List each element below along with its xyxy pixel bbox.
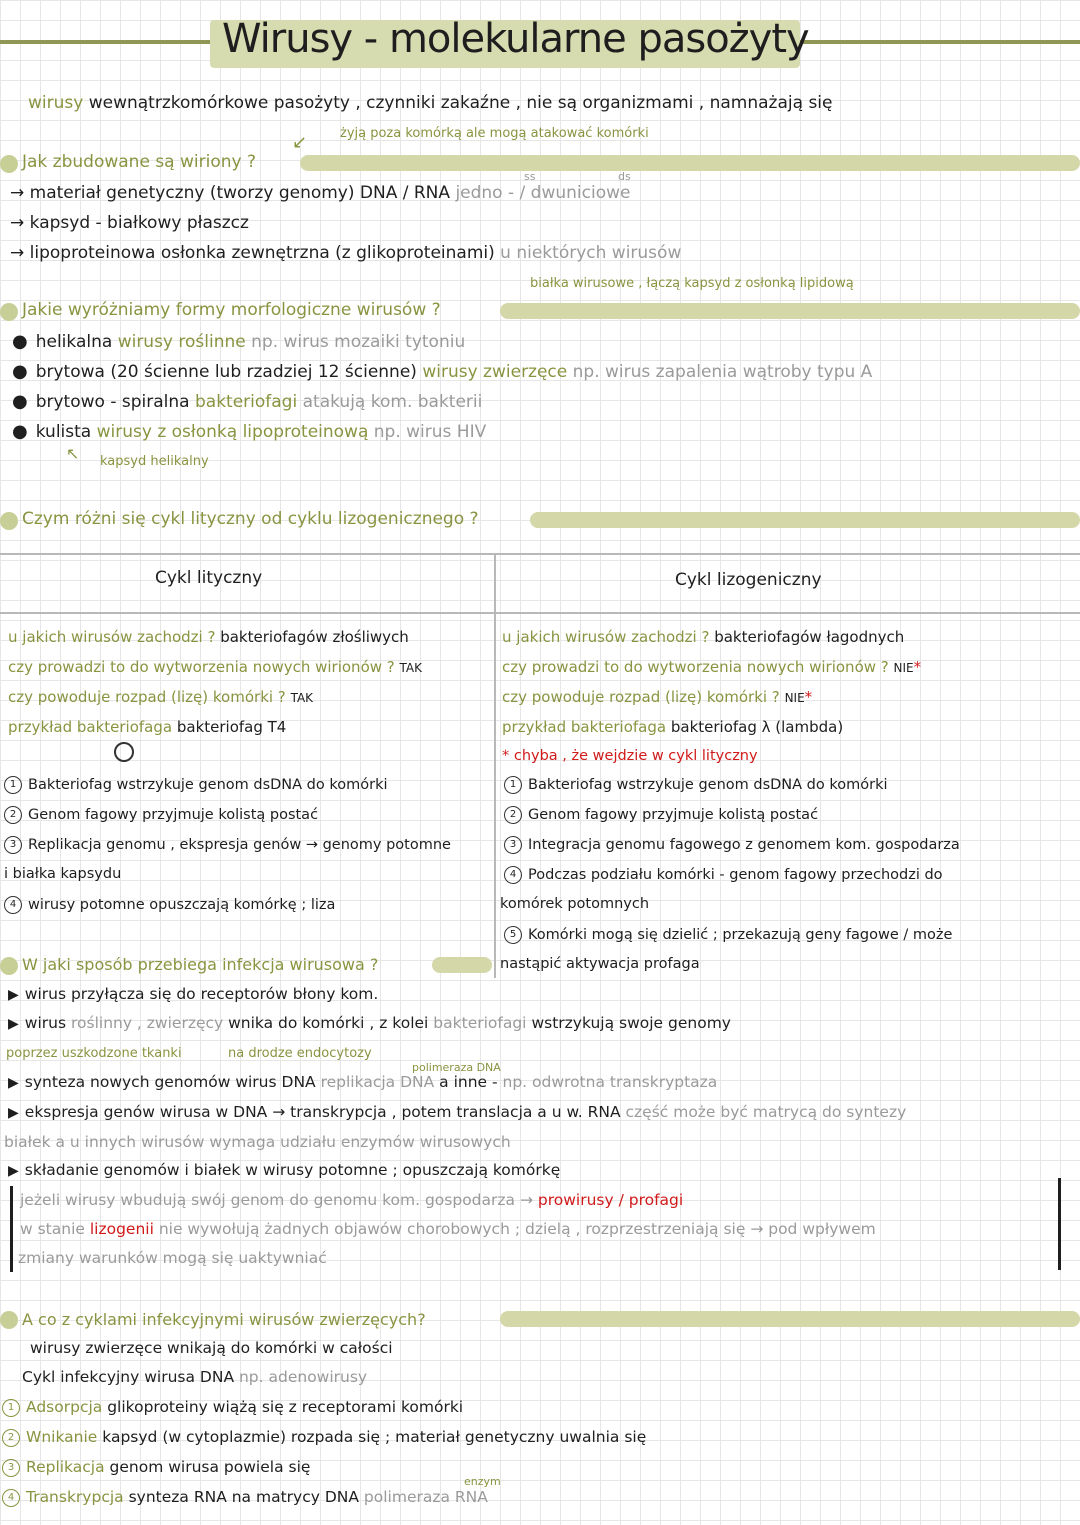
lytic-q: czy prowadzi to do wytworzenia nowych wirionów ? xyxy=(8,658,395,676)
title-line-right xyxy=(800,40,1080,44)
step-number-icon: 1 xyxy=(2,1399,20,1417)
lytic-row xyxy=(8,688,313,706)
q4-line-cont: białek a u innych wirusów wymaga udziału enzymów wirusowych xyxy=(4,1133,511,1151)
q4-box-line xyxy=(20,1191,683,1209)
q4-box-text: w stanie xyxy=(20,1220,85,1238)
q2-title: Jakie wyróżniamy formy morfologiczne wirusów ? xyxy=(22,300,441,320)
q2-bar xyxy=(500,303,1080,319)
q4-line-grey: replikacja DNA xyxy=(320,1073,435,1091)
curved-arrow-icon: ↖ xyxy=(66,444,80,463)
lytic-step-cont: i białka kapsydu xyxy=(4,866,122,882)
step-number-icon: 3 xyxy=(4,836,22,854)
table-header-line xyxy=(0,612,1080,614)
lytic-q: przykład bakteriofaga xyxy=(8,718,173,736)
lysogenic-a: NIE xyxy=(784,691,805,705)
lysogenic-row xyxy=(502,628,904,646)
q5-step xyxy=(2,1428,646,1447)
q4-note2: na drodze endocytozy xyxy=(228,1046,372,1061)
q5-enzym: enzym xyxy=(464,1475,501,1488)
lytic-step-text: Genom fagowy przyjmuje kolistą postać xyxy=(28,807,319,823)
q5-step-grey: polimeraza RNA xyxy=(363,1488,488,1506)
q4-box-text: jeżeli wirusy wbudują swój genom do genomu kom. gospodarza → xyxy=(20,1191,533,1209)
q5-step-name: Replikacja xyxy=(26,1458,105,1476)
q1-line3-grey: u niektórych wirusów xyxy=(500,243,682,263)
lytic-step-text: wirusy potomne opuszczają komórkę ; liza xyxy=(28,897,336,913)
lysogenic-q: przykład bakteriofaga xyxy=(502,718,667,736)
q4-line xyxy=(8,985,378,1003)
triangle-bullet-icon: ▶ xyxy=(8,1016,19,1032)
lysogenic-row xyxy=(502,658,921,676)
step-number-icon: 1 xyxy=(504,776,522,794)
q5-step-text: genom wirusa powiela się xyxy=(109,1458,311,1476)
q5-step xyxy=(2,1398,463,1417)
lytic-a: TAK xyxy=(290,691,314,705)
q2-item-b: wirusy z osłonką lipoproteinową xyxy=(96,422,369,442)
lytic-step-text: Bakteriofag wstrzykuje genom dsDNA do komórki xyxy=(28,777,388,793)
table-head-lytic: Cykl lityczny xyxy=(155,568,263,588)
bullet-icon: ● xyxy=(12,331,28,352)
intro-text: wewnątrzkomórkowe pasożyty , czynniki zakaźne , nie są organizmami , namnażają się xyxy=(88,93,833,113)
q5-line2-grey: np. adenowirusy xyxy=(238,1368,368,1386)
q5-line1: wirusy zwierzęce wnikają do komórki w całości xyxy=(30,1339,393,1357)
q5-step-text: synteza RNA na matrycy DNA xyxy=(128,1488,359,1506)
q1-title: Jak zbudowane są wiriony ? xyxy=(22,152,256,172)
q2-dot xyxy=(0,303,18,321)
q1-note: białka wirusowe , łączą kapsyd z osłonką lipidową xyxy=(530,276,854,291)
q2-item-a: helikalna xyxy=(35,332,113,352)
lysogenic-step xyxy=(504,776,888,794)
bullet-icon: ● xyxy=(12,391,28,412)
lysogenic-row xyxy=(502,688,812,706)
step-number-icon: 4 xyxy=(4,896,22,914)
q4-line-text: wirus xyxy=(24,1014,67,1032)
q2-item xyxy=(12,331,465,352)
lysogenic-step-cont: komórek potomnych xyxy=(500,896,650,912)
box-right-line xyxy=(1058,1178,1061,1270)
q1-ss: ss xyxy=(524,170,536,183)
table-head-lysogenic: Cykl lizogeniczny xyxy=(675,570,822,590)
page-title: Wirusy - molekularne pasożyty xyxy=(222,16,809,62)
q2-item-b: bakteriofagi xyxy=(194,392,298,412)
q4-line-text: a inne - xyxy=(439,1073,498,1091)
q1-ds: ds xyxy=(618,170,631,183)
q5-step xyxy=(2,1458,310,1477)
q1-line1 xyxy=(10,183,630,203)
q5-step-name: Transkrypcja xyxy=(26,1488,124,1506)
q5-line2-text: Cykl infekcyjny wirusa DNA xyxy=(22,1368,235,1386)
q2-item-c: atakują kom. bakterii xyxy=(302,392,483,412)
table-divider xyxy=(494,553,496,978)
triangle-bullet-icon: ▶ xyxy=(8,1163,19,1179)
intro-word: wirusy xyxy=(28,93,84,113)
step-number-icon: 5 xyxy=(504,926,522,944)
table-top-line xyxy=(0,553,1080,555)
triangle-bullet-icon: ▶ xyxy=(8,1075,19,1091)
q1-line2: → kapsyd - białkowy płaszcz xyxy=(10,213,249,233)
q4-box-red: prowirusy / profagi xyxy=(537,1191,684,1209)
step-number-icon: 2 xyxy=(4,806,22,824)
lysogenic-a: bakteriofagów łagodnych xyxy=(714,628,905,646)
q4-line-text: składanie genomów i białek w wirusy potomne ; opuszczają komórkę xyxy=(24,1161,561,1179)
q1-line3 xyxy=(10,243,681,263)
lysogenic-step-text: Genom fagowy przyjmuje kolistą postać xyxy=(528,807,819,823)
q5-line2 xyxy=(22,1368,367,1386)
q4-box-text: nie wywołują żadnych objawów chorobowych ; dzielą , rozprzestrzeniają się → pod wpływem xyxy=(158,1220,876,1238)
q3-title: Czym różni się cykl lityczny od cyklu lizogenicznego ? xyxy=(22,509,479,529)
circle-icon xyxy=(114,742,134,762)
q2-item-c: np. wirus HIV xyxy=(373,422,487,442)
step-number-icon: 2 xyxy=(2,1429,20,1447)
lytic-step xyxy=(4,896,335,914)
q2-note: kapsyd helikalny xyxy=(100,454,209,469)
lysogenic-step-text: Komórki mogą się dzielić ; przekazują geny fagowe / może xyxy=(528,927,953,943)
q5-step-text: kapsyd (w cytoplazmie) rozpada się ; materiał genetyczny uwalnia się xyxy=(102,1428,647,1446)
q4-line xyxy=(8,1103,906,1121)
step-number-icon: 4 xyxy=(2,1489,20,1507)
q4-bar xyxy=(432,957,492,973)
lysogenic-step xyxy=(504,806,818,824)
q5-dot xyxy=(0,1311,18,1329)
lysogenic-step-cont: nastąpić aktywacja profaga xyxy=(500,956,700,972)
lysogenic-step-text: Podczas podziału komórki - genom fagowy przechodzi do xyxy=(528,867,943,883)
q2-item-a: brytowo - spiralna xyxy=(35,392,190,412)
step-number-icon: 4 xyxy=(504,866,522,884)
triangle-bullet-icon: ▶ xyxy=(8,1105,19,1121)
lytic-q: czy powoduje rozpad (lizę) komórki ? xyxy=(8,688,286,706)
q5-step-name: Adsorpcja xyxy=(26,1398,103,1416)
lysogenic-step-text: Bakteriofag wstrzykuje genom dsDNA do komórki xyxy=(528,777,888,793)
q5-step-text: glikoproteiny wiążą się z receptorami komórki xyxy=(107,1398,464,1416)
q3-dot xyxy=(0,512,18,530)
lytic-a: TAK xyxy=(399,661,423,675)
q5-title: A co z cyklami infekcyjnymi wirusów zwierzęcych? xyxy=(22,1310,426,1329)
lysogenic-a: bakteriofag λ (lambda) xyxy=(670,718,844,736)
step-number-icon: 3 xyxy=(504,836,522,854)
intro-line xyxy=(28,93,833,113)
lysogenic-step xyxy=(504,926,952,944)
q1-line1-grey: jedno - / dwuniciowe xyxy=(455,183,631,203)
lysogenic-step-text: Integracja genomu fagowego z genomem kom. gospodarza xyxy=(528,837,960,853)
intro-note: żyją poza komórką ale mogą atakować komórki xyxy=(340,126,649,141)
q4-line xyxy=(8,1073,717,1091)
q4-line-text: wstrzykują swoje genomy xyxy=(531,1014,731,1032)
q1-dot xyxy=(0,155,18,173)
lytic-q: u jakich wirusów zachodzi ? xyxy=(8,628,216,646)
lysogenic-step xyxy=(504,836,960,854)
q5-step-name: Wnikanie xyxy=(26,1428,98,1446)
q4-line-text: wnika do komórki , z kolei xyxy=(228,1014,429,1032)
q4-line-text: synteza nowych genomów wirus DNA xyxy=(24,1073,316,1091)
step-number-icon: 2 xyxy=(504,806,522,824)
q4-line-grey: np. odwrotna transkryptaza xyxy=(502,1073,718,1091)
q2-item xyxy=(12,361,872,382)
q2-item xyxy=(12,421,486,442)
lytic-a: bakteriofag T4 xyxy=(176,718,287,736)
q4-line-grey: część może być matrycą do syntezy xyxy=(625,1103,907,1121)
step-number-icon: 3 xyxy=(2,1459,20,1477)
q4-pol: polimeraza DNA xyxy=(412,1061,501,1074)
q3-bar xyxy=(530,512,1080,528)
q2-item-a: kulista xyxy=(35,422,92,442)
q4-line-text: wirus przyłącza się do receptorów błony kom. xyxy=(24,985,379,1003)
q4-title: W jaki sposób przebiega infekcja wirusowa ? xyxy=(22,955,379,974)
lysogenic-q: czy prowadzi to do wytworzenia nowych wirionów ? xyxy=(502,658,889,676)
title-line-left xyxy=(0,40,210,44)
lytic-row xyxy=(8,718,286,736)
q4-note1: poprzez uszkodzone tkanki xyxy=(6,1046,182,1061)
q1-line3-text: → lipoproteinowa osłonka zewnętrzna (z glikoproteinami) xyxy=(10,243,495,263)
lytic-step-text: Replikacja genomu , ekspresja genów → genomy potomne xyxy=(28,837,451,853)
q4-line-text: ekspresja genów wirusa w DNA → transkrypcja , potem translacja a u w. RNA xyxy=(24,1103,621,1121)
lytic-row xyxy=(8,628,409,646)
bullet-icon: ● xyxy=(12,421,28,442)
q4-line xyxy=(8,1014,731,1032)
lysogenic-q: u jakich wirusów zachodzi ? xyxy=(502,628,710,646)
lysogenic-step xyxy=(504,866,943,884)
lysogenic-row xyxy=(502,718,843,736)
step-number-icon: 1 xyxy=(4,776,22,794)
q2-item-b: wirusy zwierzęce xyxy=(422,362,568,382)
box-left-line xyxy=(10,1186,13,1272)
asterisk: * xyxy=(804,688,813,706)
q4-dot xyxy=(0,957,18,975)
q1-line1-text: → materiał genetyczny (tworzy genomy) DNA / RNA xyxy=(10,183,451,203)
q1-bar xyxy=(300,155,1080,171)
q4-box-line: zmiany warunków mogą się uaktywniać xyxy=(18,1249,327,1267)
q5-bar xyxy=(500,1311,1080,1327)
curved-arrow-icon: ↙ xyxy=(292,132,308,153)
q4-box-line xyxy=(20,1220,876,1238)
q4-line-grey: bakteriofagi xyxy=(433,1014,527,1032)
q4-line-grey: roślinny , zwierzęcy xyxy=(70,1014,224,1032)
q2-item-c: np. wirus mozaiki tytoniu xyxy=(251,332,466,352)
lytic-step xyxy=(4,806,318,824)
lytic-step xyxy=(4,836,451,854)
asterisk: * xyxy=(913,658,922,676)
triangle-bullet-icon: ▶ xyxy=(8,987,19,1003)
q2-item xyxy=(12,391,482,412)
lysogenic-q: czy powoduje rozpad (lizę) komórki ? xyxy=(502,688,780,706)
q2-item-c: np. wirus zapalenia wątroby typu A xyxy=(572,362,873,382)
q5-step xyxy=(2,1488,488,1507)
lytic-row xyxy=(8,658,422,676)
q2-item-b: wirusy roślinne xyxy=(117,332,246,352)
q4-line xyxy=(8,1161,560,1179)
lysogenic-note: * chyba , że wejdzie w cykl lityczny xyxy=(502,748,758,764)
lytic-step xyxy=(4,776,388,794)
lytic-a: bakteriofagów złośliwych xyxy=(220,628,409,646)
q2-item-a: brytowa (20 ścienne lub rzadziej 12 ścienne) xyxy=(35,362,417,382)
q4-box-red: lizogenii xyxy=(89,1220,154,1238)
lysogenic-a: NIE xyxy=(893,661,914,675)
bullet-icon: ● xyxy=(12,361,28,382)
